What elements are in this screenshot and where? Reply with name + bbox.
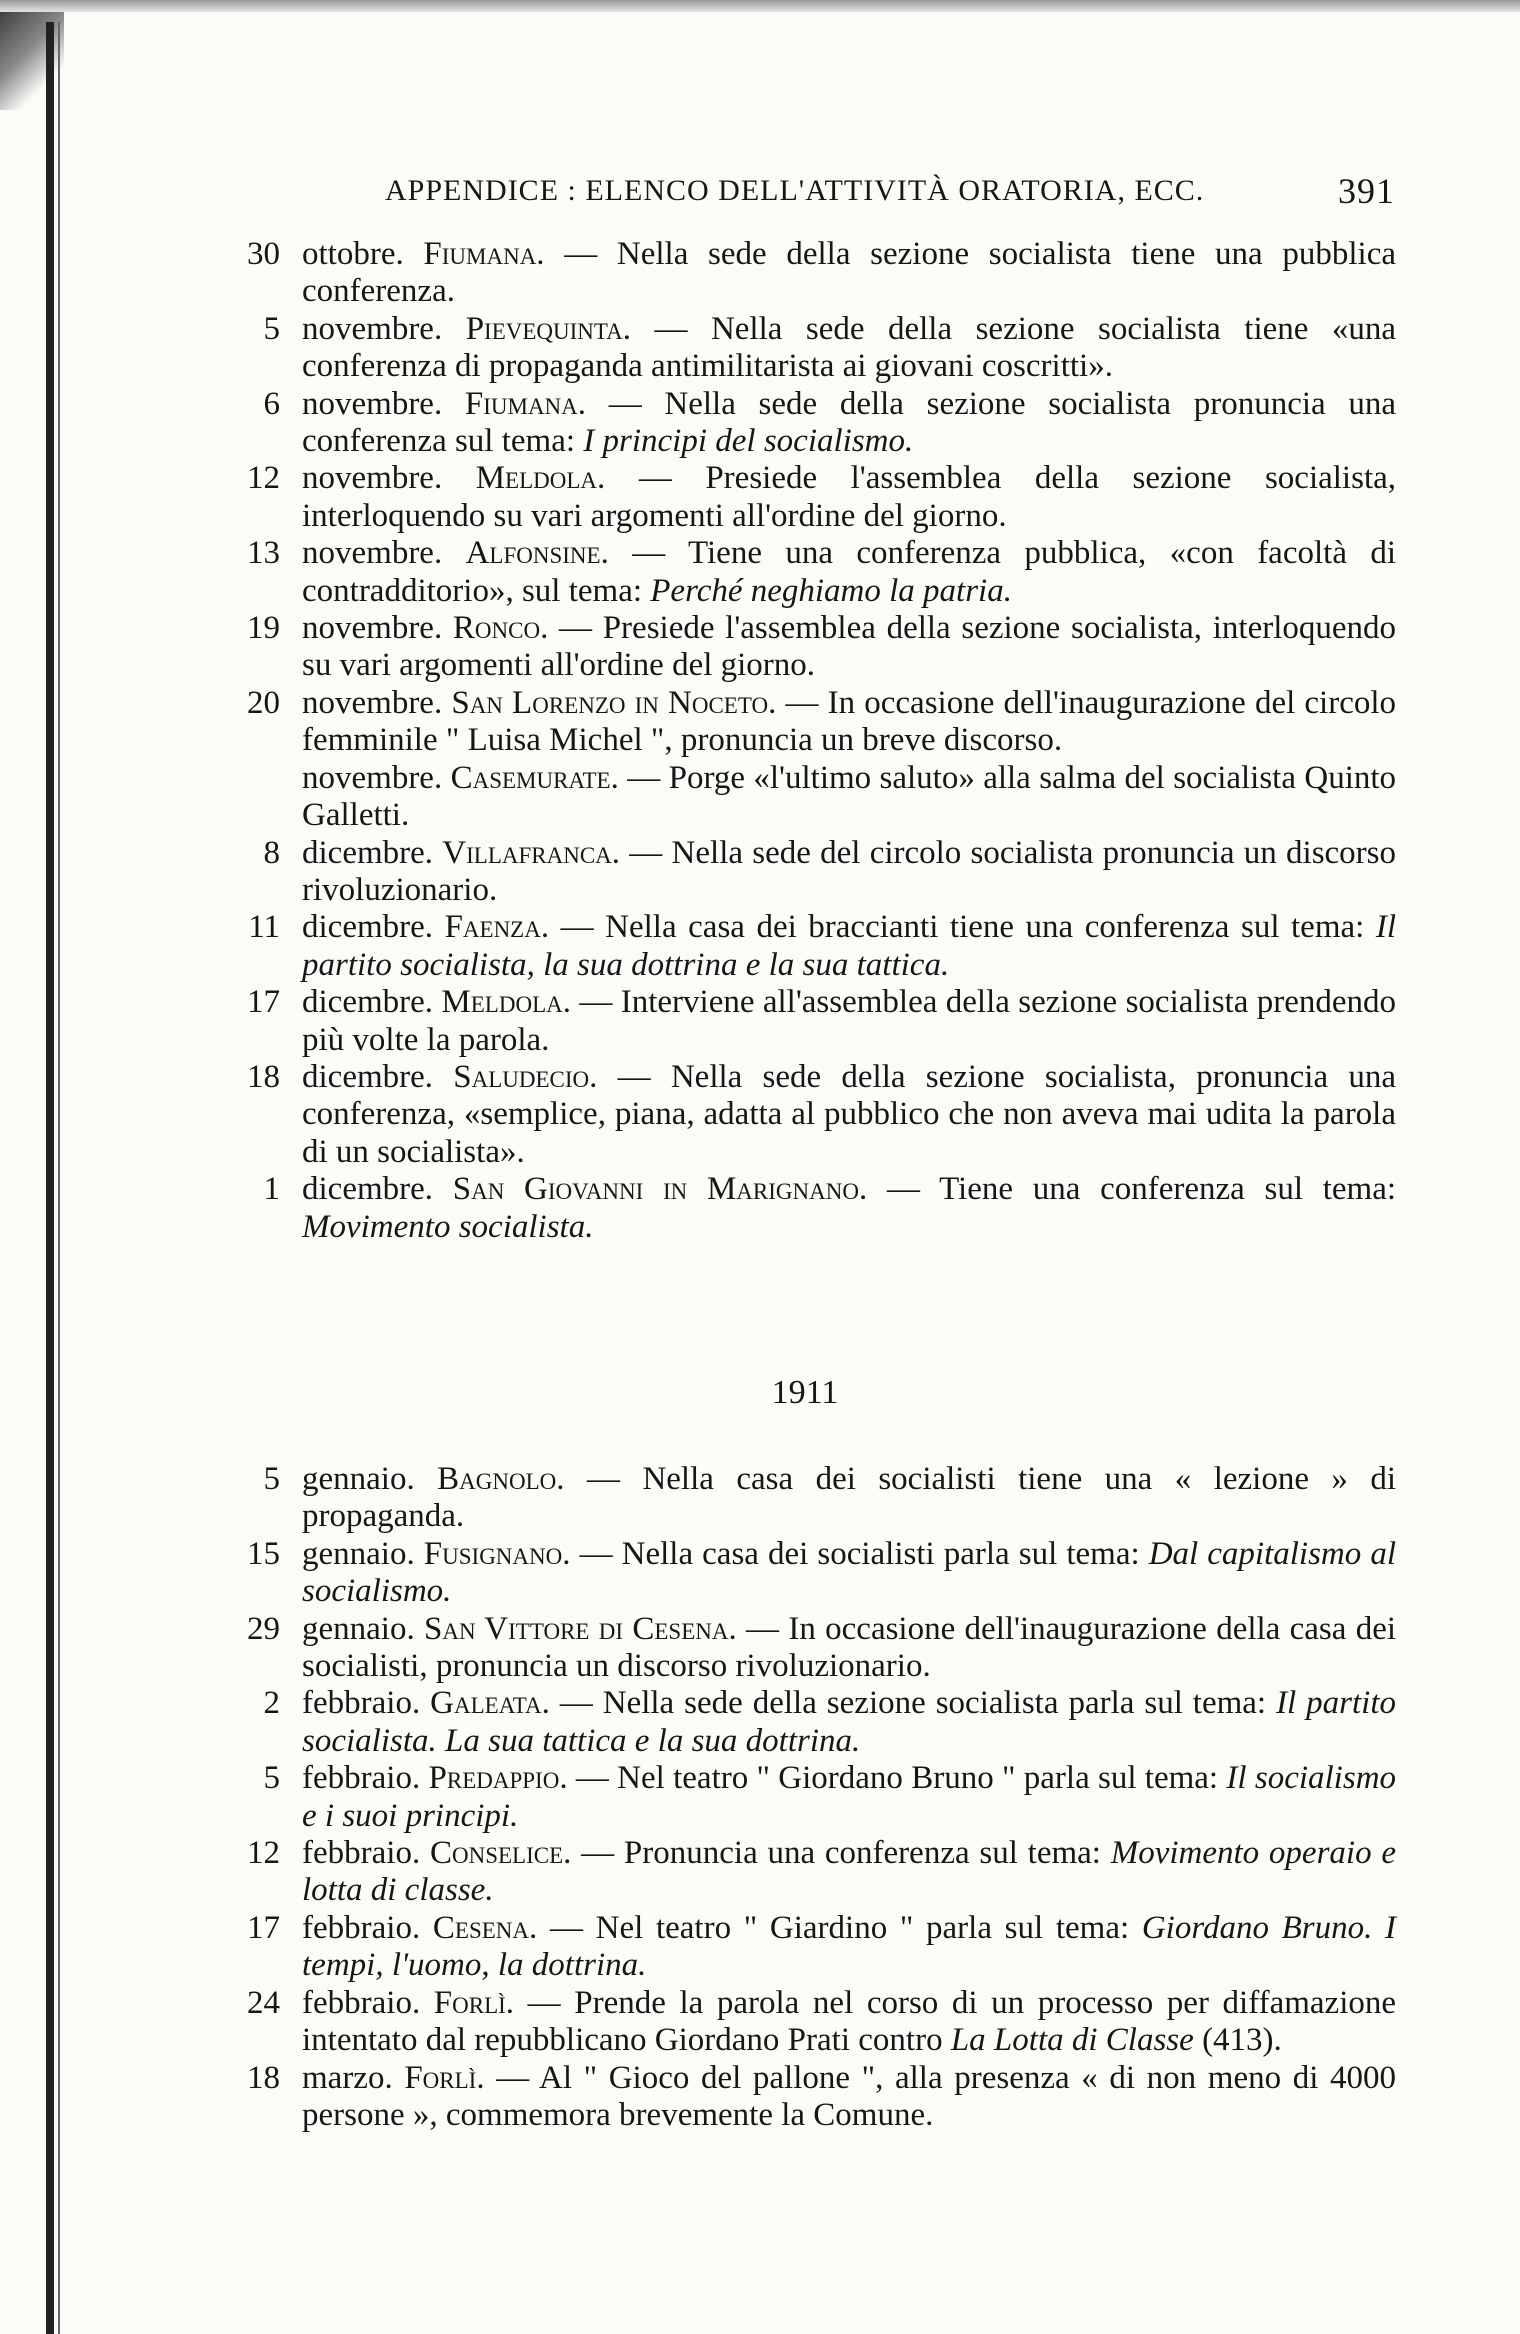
list-item (236, 2060, 1396, 2135)
entry-dash: — (559, 1685, 593, 1722)
entry-dash: — (559, 610, 593, 647)
list-item (236, 1171, 1396, 1246)
list-item (236, 1536, 1396, 1611)
entry-day: 17 (247, 984, 280, 1021)
entry-place: Saludecio. (453, 1058, 598, 1095)
entry-description: Interviene all'assemblea della sezione socialista prendendo più volte la parola. (302, 984, 1397, 1058)
entry-title: Dal capitalismo al socialismo. (302, 1535, 1396, 1610)
list-item (236, 1685, 1396, 1760)
entry-description: Nella casa dei socialisti tiene una « lezione » di propaganda. (302, 1461, 1397, 1535)
entry-title: Movimento operaio e lotta di classe. (302, 1835, 1397, 1909)
entry-title: Il partito socialista. La sua tattica e la sua dottrina. (302, 1685, 1397, 1759)
entry-place: Bagnolo. (437, 1461, 565, 1497)
entry-dash: — (560, 909, 594, 946)
scan-binding-line (58, 22, 60, 2334)
entry-place: San Giovanni in Marignano. (452, 1171, 868, 1208)
entry-description: Tiene una conferenza sul tema: (939, 1171, 1397, 1208)
list-item (236, 1910, 1396, 1985)
entry-day: 12 (247, 1835, 280, 1872)
entry-day: 15 (247, 1535, 280, 1572)
entry-place: Meldola. (441, 984, 571, 1021)
entry-title: Giordano Bruno. I tempi, l'uomo, la dottrina. (302, 1909, 1397, 1984)
scan-shadow-corner (0, 0, 64, 110)
entry-month: novembre. (302, 310, 443, 347)
entry-month: febbraio. (302, 1760, 421, 1797)
entry-day: 5 (263, 1461, 280, 1497)
entry-dash: — (549, 1909, 583, 1946)
list-item (236, 1760, 1396, 1835)
entry-place: Forlì. (404, 2059, 485, 2096)
entry-dash: — (654, 310, 688, 347)
entry-place: San Vittore di Cesena. (424, 1610, 737, 1647)
entry-dash: — (527, 1984, 561, 2021)
entry-day: 5 (263, 1760, 280, 1797)
entry-description: Nella sede della sezione socialista tiene una pubblica conferenza. (302, 236, 1396, 310)
entry-day: 8 (263, 834, 280, 871)
list-item (236, 685, 1396, 760)
list-item (236, 236, 1396, 311)
entry-title: I principi del socialismo. (583, 423, 914, 460)
entry-dash: — (627, 759, 661, 796)
entry-description: Nella casa dei braccianti tiene una conferenza sul tema: (605, 909, 1376, 946)
entry-month: novembre. (302, 385, 443, 422)
list-item (236, 1985, 1396, 2060)
entry-month: febbraio. (302, 1984, 421, 2021)
scan-binding-edge (46, 22, 54, 2334)
entry-dash: — (579, 984, 613, 1021)
entry-month: febbraio. (302, 1685, 421, 1722)
list-item (236, 386, 1396, 461)
entry-place: Fiumana. (423, 236, 545, 272)
entry-tail: (413). (1193, 2022, 1282, 2059)
list-item (236, 460, 1396, 535)
year-heading: 1911 (771, 1374, 839, 1411)
entry-month: dicembre. (302, 834, 434, 871)
entry-dash: — (638, 460, 672, 497)
entry-place: Galeata. (430, 1685, 550, 1722)
entry-dash: — (785, 684, 819, 721)
entry-dash: — (581, 1835, 615, 1872)
entry-month: novembre. (302, 535, 443, 572)
entry-description: Prende la parola nel corso di un processo per diffamazione intentato dal repubblicano Giordano Prati contro (302, 1984, 1397, 2059)
entry-description: Nel teatro " Giordano Bruno " parla sul tema: (617, 1760, 1227, 1797)
entry-place: Forlì. (433, 1984, 515, 2021)
list-item (236, 1611, 1396, 1686)
entry-dash: — (629, 834, 663, 871)
entry-month: febbraio. (302, 1909, 421, 1946)
entry-description: Presiede l'assemblea della sezione socialista, interloquendo su vari argomenti all'ordine del giorno. (302, 610, 1397, 684)
entries-1910 (236, 236, 1396, 1246)
entry-place: Cesena. (432, 1909, 538, 1946)
entry-dash: — (886, 1171, 920, 1208)
entry-month: febbraio. (302, 1835, 421, 1872)
entry-place: Fiumana. (464, 385, 587, 422)
entry-dash: — (564, 236, 598, 272)
entry-dash: — (617, 1058, 651, 1095)
running-head-title: APPENDICE : ELENCO DELL'ATTIVITÀ ORATORIA, ECC. (385, 174, 1205, 207)
entry-description: In occasione dell'inaugurazione della casa dei socialisti, pronuncia un discorso rivoluzionario. (302, 1610, 1397, 1685)
entry-day: 2 (263, 1685, 280, 1722)
entry-title: Il socialismo e i suoi principi. (302, 1760, 1397, 1834)
entry-month: dicembre. (302, 984, 434, 1021)
entry-description: Nella sede della sezione socialista pronuncia una conferenza sul tema: (302, 385, 1396, 460)
entry-day: 1 (263, 1171, 280, 1208)
entry-dash: — (586, 1461, 620, 1497)
entry-description: Nella casa dei socialisti parla sul tema: (621, 1535, 1149, 1572)
entry-month: novembre. (302, 610, 443, 647)
entry-description: In occasione dell'inaugurazione del circolo femminile " Luisa Michel ", pronuncia un breve discorso. (302, 684, 1397, 759)
entry-day: 18 (247, 1058, 280, 1095)
entry-title: La Lotta di Classe (950, 2022, 1194, 2059)
entry-title: Movimento socialista. (302, 1208, 594, 1245)
entry-day: 17 (247, 1909, 280, 1946)
entry-description: Presiede l'assemblea della sezione socialista, interloquendo su vari argomenti all'ordine del giorno. (302, 460, 1397, 534)
running-head (385, 170, 1395, 210)
entry-place: San Lorenzo in Noceto. (451, 684, 777, 721)
list-item (236, 610, 1396, 685)
entry-place: Conselice. (429, 1835, 572, 1872)
entry-dash: — (575, 1760, 609, 1797)
list-item (236, 760, 1396, 835)
entry-day: 13 (247, 535, 280, 572)
entry-day: 11 (248, 909, 280, 946)
entry-description: Nella sede della sezione socialista tiene «una conferenza di propaganda antimilitarista ai giovani coscritti». (302, 310, 1397, 385)
entry-title: Perché neghiamo la patria. (650, 572, 1012, 609)
entry-day: 29 (247, 1610, 280, 1647)
list-item (236, 1835, 1396, 1910)
entry-dash: — (632, 535, 666, 572)
entry-place: Predappio. (428, 1760, 568, 1797)
list-item (236, 909, 1396, 984)
list-item (236, 535, 1396, 610)
entry-month: novembre. (302, 759, 443, 796)
list-item (236, 984, 1396, 1059)
entry-place: Alfonsine. (465, 535, 609, 572)
entry-description: Al " Gioco del pallone ", alla presenza « di non meno di 4000 persone », commemora brevemente la Comune. (302, 2059, 1397, 2133)
entry-description: Porge «l'ultimo saluto» alla salma del socialista Quinto Galletti. (302, 759, 1397, 834)
entry-month: gennaio. (302, 1461, 415, 1497)
entries-1911 (236, 1461, 1396, 2134)
entry-day: 18 (247, 2059, 280, 2096)
entry-description: Nella sede della sezione socialista, pronuncia una conferenza, «semplice, piana, adatta al pubblico che non aveva mai udita la parola di un socialista». (302, 1058, 1396, 1170)
entry-description: Nella sede della sezione socialista parla sul tema: (602, 1685, 1277, 1722)
entry-description: Nel teatro " Giardino " parla sul tema: (595, 1909, 1142, 1946)
scan-top-edge (0, 0, 1520, 12)
entry-dash: — (746, 1610, 780, 1647)
entry-day: 12 (247, 460, 280, 497)
entry-month: gennaio. (302, 1535, 415, 1572)
entry-month: dicembre. (302, 909, 434, 946)
entry-place: Villafranca. (442, 834, 621, 871)
entry-day: 24 (247, 1984, 280, 2021)
entry-month: novembre. (302, 684, 443, 721)
list-item (236, 835, 1396, 910)
list-item (236, 1059, 1396, 1171)
entry-description: Tiene una conferenza pubblica, «con facoltà di contradditorio», sul tema: (302, 535, 1397, 609)
entry-month: marzo. (302, 2059, 393, 2096)
entry-place: Pievequinta. (465, 310, 631, 347)
entry-day: 30 (247, 236, 280, 272)
entry-day: 5 (263, 310, 280, 347)
entry-month: dicembre. (302, 1058, 434, 1095)
entry-day: 19 (247, 610, 280, 647)
entry-place: Meldola. (475, 460, 606, 497)
entry-month: gennaio. (302, 1610, 415, 1647)
entry-day: 20 (247, 684, 280, 721)
page-number: 391 (1338, 171, 1395, 211)
entry-title: Il partito socialista, la sua dottrina e la sua tattica. (302, 909, 1397, 983)
entry-month: novembre. (302, 460, 443, 497)
entry-day: 6 (263, 385, 280, 422)
entry-place: Casemurate. (450, 759, 619, 796)
list-item (236, 1461, 1396, 1536)
entry-place: Faenza. (444, 909, 550, 946)
entry-dash: — (496, 2059, 530, 2096)
entry-dash: — (579, 1535, 613, 1572)
entry-place: Fusignano. (423, 1535, 571, 1572)
entry-place: Ronco. (452, 610, 549, 647)
list-item (236, 311, 1396, 386)
entry-month: ottobre. (302, 236, 404, 272)
entry-description: Nella sede del circolo socialista pronuncia un discorso rivoluzionario. (302, 834, 1397, 908)
entry-description: Pronuncia una conferenza sul tema: (623, 1835, 1111, 1872)
entry-dash: — (608, 385, 642, 422)
entry-month: dicembre. (302, 1171, 434, 1208)
